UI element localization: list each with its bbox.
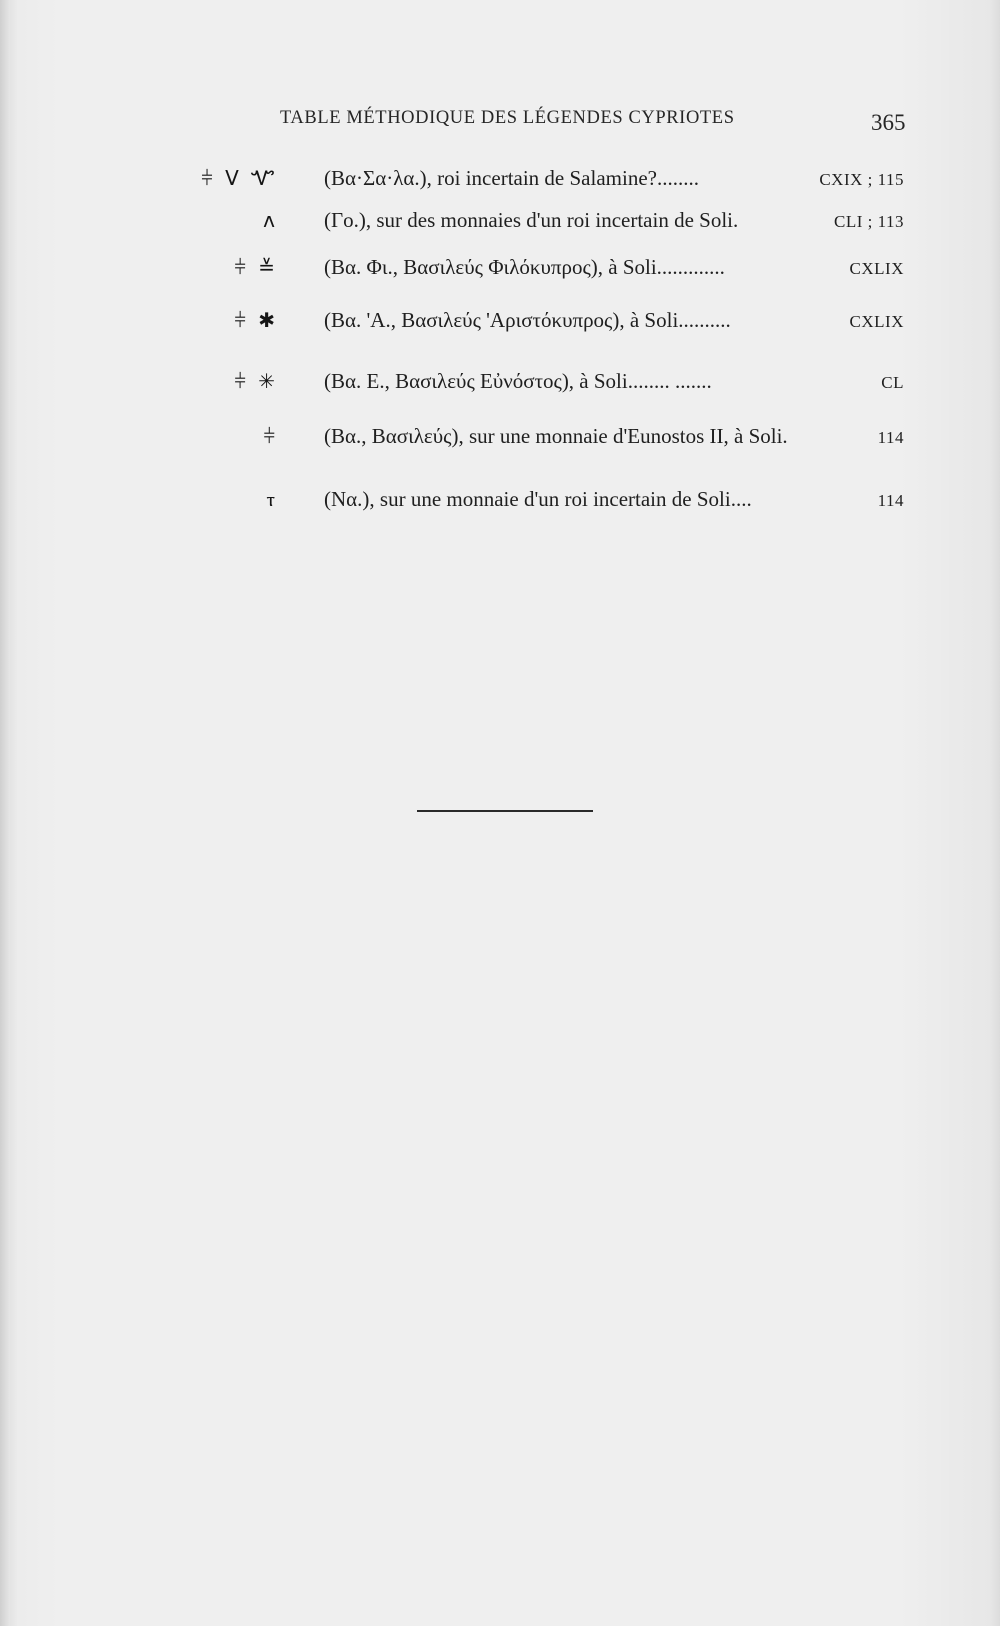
cypriot-signs: ʌ — [263, 208, 278, 232]
entry-reference: CXLIX — [849, 259, 904, 278]
legend-entry — [0, 484, 1000, 518]
entry-reference: 114 — [877, 491, 904, 510]
page-spine-shadow — [0, 0, 10, 1626]
cypriot-signs: ⫩ — [263, 424, 278, 448]
legend-entry — [0, 305, 1000, 339]
legend-entry — [0, 205, 1000, 239]
entry-text: (Βα. Ε., Βασιλεύς Εὐνόστος), à Soli........ ....... — [324, 369, 712, 393]
page-number: 365 — [871, 110, 906, 135]
legend-entry — [0, 366, 1000, 400]
section-end-rule — [417, 810, 593, 812]
entry-text: (Βα., Βασιλεύς), sur une monnaie d'Eunostos II, à Soli. — [324, 424, 788, 448]
entry-reference: CXIX ; 115 — [819, 170, 904, 189]
entry-reference: 114 — [877, 428, 904, 447]
cypriot-signs: ⫩ ≚ — [234, 255, 278, 279]
running-head: TABLE MÉTHODIQUE DES LÉGENDES CYPRIOTES — [280, 108, 735, 128]
cypriot-signs: ⫩ ✳ — [234, 369, 278, 393]
entry-text: (Βα. Φι., Βασιλεύς Φιλόκυπρος), à Soli............. — [324, 255, 725, 279]
cypriot-signs: ⲧ — [266, 487, 278, 511]
legend-entry — [0, 252, 1000, 286]
entry-text: (Να.), sur une monnaie d'un roi incertain de Soli.... — [324, 487, 752, 511]
entry-reference: CL — [881, 373, 904, 392]
legend-entry — [0, 163, 1000, 197]
cypriot-signs: ⫩ V Ꮙ — [201, 166, 278, 190]
entry-reference: CLI ; 113 — [834, 212, 904, 231]
entry-text: (Βα. 'Α., Βασιλεύς 'Αριστόκυπρος), à Soli.......... — [324, 308, 731, 332]
entry-text: (Γο.), sur des monnaies d'un roi incertain de Soli. — [324, 208, 739, 232]
entry-text: (Βα·Σα·λα.), roi incertain de Salamine?........ — [324, 166, 699, 190]
entry-reference: CXLIX — [849, 312, 904, 331]
legend-entry — [0, 421, 1000, 455]
cypriot-signs: ⫩ ✱ — [234, 308, 278, 332]
